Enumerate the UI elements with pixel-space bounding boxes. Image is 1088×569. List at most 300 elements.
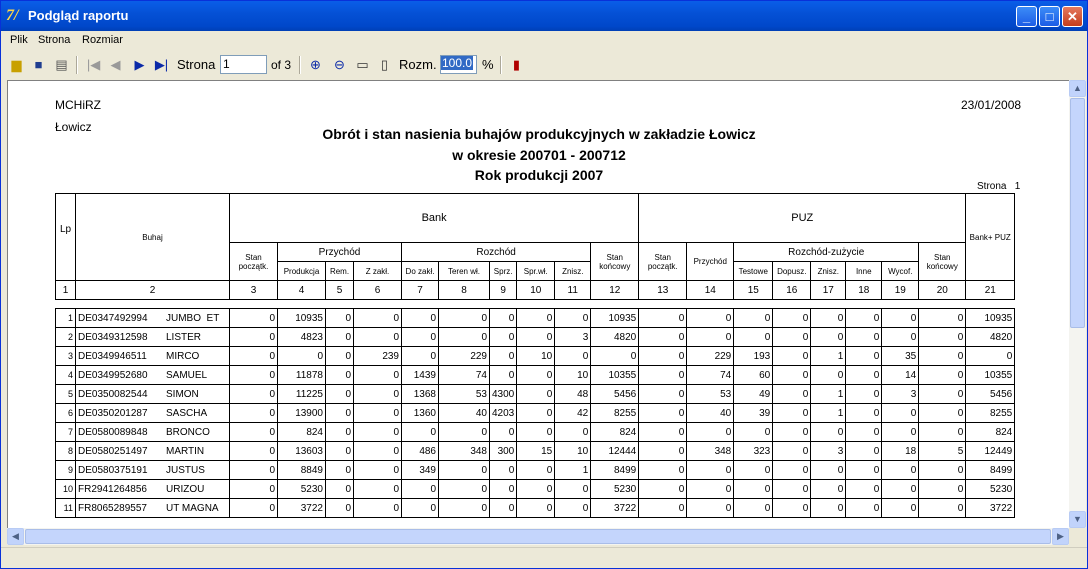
cell-value: 323 [734, 442, 773, 461]
cell-value: 229 [439, 347, 490, 366]
cell-value: 0 [734, 480, 773, 499]
cell-value: 13900 [278, 404, 326, 423]
horizontal-scrollbar[interactable] [7, 528, 1069, 545]
cell-value: 0 [919, 423, 966, 442]
header-bank-rozchod: Rozchód [402, 243, 591, 262]
cell-lp: 11 [56, 499, 76, 518]
header-znisz2: Znisz. [811, 262, 846, 281]
header-wycof: Wycof. [882, 262, 919, 281]
cell-value: 0 [490, 309, 517, 328]
cell-value: 0 [326, 442, 354, 461]
next-page-icon[interactable]: ▶ [134, 57, 145, 72]
cell-lp: 8 [56, 442, 76, 461]
cell-value: 0 [490, 480, 517, 499]
cell-value: 0 [966, 347, 1015, 366]
cell-lp: 3 [56, 347, 76, 366]
menu-strona[interactable]: Strona [38, 34, 71, 46]
column-number: 14 [687, 281, 734, 300]
cell-value: 0 [773, 442, 811, 461]
table-row [56, 480, 1015, 499]
report-period: w okresie 200701 - 200712 [452, 147, 626, 163]
cell-value: 0 [687, 461, 734, 480]
scroll-left-icon[interactable]: ◀ [7, 528, 24, 545]
cell-value: 0 [639, 480, 687, 499]
header-bank-przychod: Przychód [278, 243, 402, 262]
cell-value: 0 [230, 480, 278, 499]
cell-value: 0 [555, 499, 591, 518]
page-count: of 3 [271, 58, 292, 72]
cell-value: 0 [846, 385, 882, 404]
cell-value: 0 [811, 423, 846, 442]
zoom-in-icon[interactable]: ⊕ [310, 57, 321, 72]
column-number: 12 [591, 281, 639, 300]
header-sprwl: Spr.wł. [517, 262, 555, 281]
cell-value: 0 [490, 366, 517, 385]
toolbar [1, 52, 1087, 77]
cell-value: 0 [439, 309, 490, 328]
bull-name: SIMON [166, 388, 199, 400]
column-numbers-row [56, 281, 1015, 309]
cell-value: 0 [846, 480, 882, 499]
cell-value: 5 [919, 442, 966, 461]
cell-value: 229 [687, 347, 734, 366]
cell-value: 0 [811, 328, 846, 347]
cell-value: 0 [326, 347, 354, 366]
bull-name: LISTER [166, 331, 202, 343]
cell-value: 0 [811, 366, 846, 385]
fit-width-icon[interactable]: ▭ [356, 57, 369, 72]
cell-value: 8255 [591, 404, 639, 423]
table-row [56, 461, 1015, 480]
cell-value: 0 [402, 423, 439, 442]
app-icon: 7/ [6, 7, 19, 24]
bull-name: SASCHA [166, 407, 208, 419]
cell-value: 0 [517, 404, 555, 423]
header-produkcja: Produkcja [278, 262, 326, 281]
column-number: 4 [278, 281, 326, 300]
close-button[interactable]: ✕ [1062, 6, 1083, 27]
cell-value: 0 [639, 309, 687, 328]
cell-value: 4820 [591, 328, 639, 347]
cell-value: 10935 [966, 309, 1015, 328]
header-z-zakl: Z zakł. [354, 262, 402, 281]
cell-value: 53 [439, 385, 490, 404]
column-number: 8 [439, 281, 490, 300]
cell-value: 0 [734, 461, 773, 480]
header-rem: Rem. [326, 262, 354, 281]
column-number: 7 [402, 281, 439, 300]
cell-value: 8499 [966, 461, 1015, 480]
column-number: 2 [76, 281, 230, 300]
cell-value: 0 [354, 385, 402, 404]
toolbar-separator [76, 56, 78, 74]
horizontal-scroll-thumb[interactable] [25, 529, 1051, 544]
cell-value: 348 [687, 442, 734, 461]
header-bank-stan-pocz: Stan początk. [230, 243, 278, 281]
cell-value: 10935 [591, 309, 639, 328]
cell-value: 300 [490, 442, 517, 461]
cell-value: 1 [811, 404, 846, 423]
cell-value: 10355 [966, 366, 1015, 385]
cell-value: 348 [439, 442, 490, 461]
cell-value: 0 [639, 461, 687, 480]
cell-value: 1368 [402, 385, 439, 404]
cell-value: 0 [517, 480, 555, 499]
column-number: 10 [517, 281, 555, 300]
cell-value: 10 [555, 366, 591, 385]
cell-value: 8255 [966, 404, 1015, 423]
cell-value: 11878 [278, 366, 326, 385]
cell-value: 0 [811, 309, 846, 328]
report-year: Rok produkcji 2007 [474, 167, 604, 183]
cell-value: 824 [591, 423, 639, 442]
report-title: Obrót i stan nasienia buhajów produkcyjnych w zakładzie Łowicz [322, 126, 756, 142]
zoom-input[interactable] [440, 55, 477, 74]
cell-value: 0 [919, 347, 966, 366]
cell-value: 4820 [966, 328, 1015, 347]
column-number: 13 [639, 281, 687, 300]
cell-value: 0 [354, 461, 402, 480]
cell-value: 4203 [490, 404, 517, 423]
cell-value: 0 [278, 347, 326, 366]
cell-value: 8499 [591, 461, 639, 480]
cell-value: 0 [639, 423, 687, 442]
cell-value: 0 [734, 423, 773, 442]
header-inne: Inne [846, 262, 882, 281]
bull-name: URIZOU [166, 483, 205, 495]
cell-value: 15 [517, 442, 555, 461]
cell-value: 0 [517, 385, 555, 404]
cell-value: 0 [639, 404, 687, 423]
cell-value: 0 [687, 328, 734, 347]
table-row [56, 404, 1015, 423]
cell-value: 0 [555, 423, 591, 442]
cell-value: 0 [555, 347, 591, 366]
cell-value: 0 [846, 366, 882, 385]
cell-value: 3 [811, 442, 846, 461]
cell-value: 12449 [966, 442, 1015, 461]
cell-value: 3 [882, 385, 919, 404]
org-name: MCHiRZ [55, 98, 101, 112]
cell-value: 8849 [278, 461, 326, 480]
bull-name: UT MAGNA [166, 502, 219, 514]
cell-value: 0 [882, 404, 919, 423]
cell-value: 74 [687, 366, 734, 385]
cell-value: 1 [811, 385, 846, 404]
cell-value: 0 [846, 404, 882, 423]
place-name: Łowicz [55, 120, 92, 134]
cell-value: 0 [919, 366, 966, 385]
table-row [56, 366, 1015, 385]
first-page-icon[interactable]: |◀ [86, 57, 101, 72]
cell-value: 49 [734, 385, 773, 404]
cell-value: 486 [402, 442, 439, 461]
bull-id: DE0580089848 [78, 426, 148, 438]
cell-value: 0 [773, 423, 811, 442]
cell-value: 0 [326, 480, 354, 499]
cell-value: 0 [517, 423, 555, 442]
cell-value: 0 [734, 309, 773, 328]
header-bank: Bank [230, 194, 639, 243]
zoom-value: 100.0 [442, 56, 473, 70]
cell-value: 0 [230, 385, 278, 404]
report-body [56, 309, 1015, 518]
zoom-label: Rozm. [399, 57, 437, 72]
cell-value: 4823 [278, 328, 326, 347]
zoom-unit: % [482, 57, 494, 72]
cell-value: 42 [555, 404, 591, 423]
cell-value: 0 [230, 328, 278, 347]
vertical-scroll-thumb[interactable] [1070, 98, 1085, 328]
cell-value: 0 [402, 480, 439, 499]
cell-value: 0 [919, 404, 966, 423]
cell-value: 0 [555, 480, 591, 499]
cell-value: 0 [490, 461, 517, 480]
cell-value: 0 [439, 480, 490, 499]
page-number-label: Strona 1 [977, 181, 1021, 192]
cell-value: 0 [639, 385, 687, 404]
bull-id: DE0580375191 [78, 464, 148, 476]
cell-buhaj [76, 461, 230, 480]
cell-value: 0 [326, 385, 354, 404]
table-row [56, 423, 1015, 442]
cell-value: 0 [882, 480, 919, 499]
bull-id: FR8065289557 [78, 502, 147, 514]
cell-value: 0 [517, 309, 555, 328]
bull-id: DE0580251497 [78, 445, 148, 457]
cell-value: 0 [846, 347, 882, 366]
cell-value: 4300 [490, 385, 517, 404]
table-row [56, 309, 1015, 328]
table-row [56, 347, 1015, 366]
cell-value: 0 [773, 480, 811, 499]
cell-value: 40 [439, 404, 490, 423]
column-number: 20 [919, 281, 966, 300]
cell-value: 5456 [966, 385, 1015, 404]
last-page-icon[interactable]: ▶| [154, 57, 169, 72]
cell-value: 48 [555, 385, 591, 404]
cell-value: 0 [230, 499, 278, 518]
cell-value: 0 [517, 328, 555, 347]
cell-value: 0 [439, 461, 490, 480]
scroll-down-icon[interactable]: ▼ [1069, 511, 1086, 528]
cell-value: 0 [230, 404, 278, 423]
report-date: 23/01/2008 [961, 98, 1022, 112]
cell-value: 0 [919, 385, 966, 404]
column-number: 3 [230, 281, 278, 300]
column-number: 15 [734, 281, 773, 300]
cell-value: 14 [882, 366, 919, 385]
cell-value: 5456 [591, 385, 639, 404]
bull-id: DE0347492994 [78, 312, 148, 324]
cell-value: 13603 [278, 442, 326, 461]
cell-value: 0 [490, 347, 517, 366]
minimize-button[interactable]: _ [1016, 6, 1037, 27]
cell-value: 1 [811, 347, 846, 366]
cell-value: 0 [639, 328, 687, 347]
cell-value: 5230 [966, 480, 1015, 499]
cell-lp: 7 [56, 423, 76, 442]
cell-buhaj [76, 328, 230, 347]
cell-value: 0 [846, 461, 882, 480]
cell-value: 0 [919, 309, 966, 328]
cell-value: 10355 [591, 366, 639, 385]
cell-value: 0 [687, 480, 734, 499]
column-number: 6 [354, 281, 402, 300]
cell-value: 0 [230, 366, 278, 385]
cell-buhaj [76, 423, 230, 442]
cell-lp: 5 [56, 385, 76, 404]
column-number: 5 [326, 281, 354, 300]
cell-buhaj [76, 404, 230, 423]
cell-value: 0 [230, 347, 278, 366]
cell-value: 0 [773, 385, 811, 404]
column-number: 16 [773, 281, 811, 300]
cell-value: 60 [734, 366, 773, 385]
column-number: 11 [555, 281, 591, 300]
cell-value: 0 [919, 499, 966, 518]
cell-value: 0 [773, 404, 811, 423]
menu-plik[interactable]: Plik [10, 34, 28, 46]
cell-value: 349 [402, 461, 439, 480]
cell-lp: 9 [56, 461, 76, 480]
spacer-row [56, 300, 1015, 309]
cell-value: 0 [326, 499, 354, 518]
vertical-scrollbar[interactable] [1069, 80, 1086, 528]
cell-value: 0 [687, 309, 734, 328]
column-number: 1 [56, 281, 76, 300]
cell-value: 0 [490, 328, 517, 347]
cell-value: 0 [354, 442, 402, 461]
header-bank-puz: Bank+ PUZ [966, 194, 1015, 281]
cell-value: 0 [354, 423, 402, 442]
cell-value: 0 [846, 328, 882, 347]
cell-value: 0 [773, 499, 811, 518]
cell-value: 0 [354, 480, 402, 499]
cell-value: 0 [354, 328, 402, 347]
cell-value: 3 [555, 328, 591, 347]
table-row [56, 442, 1015, 461]
page-label: Strona [177, 57, 216, 72]
cell-value: 0 [639, 442, 687, 461]
cell-value: 0 [687, 423, 734, 442]
header-teren: Teren wł. [439, 262, 490, 281]
bull-id: DE0350201287 [78, 407, 148, 419]
cell-lp: 10 [56, 480, 76, 499]
cell-value: 0 [811, 499, 846, 518]
cell-value: 0 [919, 461, 966, 480]
zoom-out-icon[interactable]: ⊖ [334, 57, 345, 72]
cell-buhaj [76, 309, 230, 328]
cell-value: 35 [882, 347, 919, 366]
cell-buhaj [76, 442, 230, 461]
save-icon[interactable]: ■ [34, 57, 43, 72]
cell-value: 10 [555, 442, 591, 461]
maximize-button[interactable]: □ [1039, 6, 1060, 27]
cell-value: 53 [687, 385, 734, 404]
cell-value: 0 [846, 442, 882, 461]
cell-value: 193 [734, 347, 773, 366]
cell-value: 74 [439, 366, 490, 385]
cell-value: 0 [230, 423, 278, 442]
cell-value: 0 [811, 461, 846, 480]
table-row [56, 328, 1015, 347]
scroll-right-icon[interactable]: ▶ [1052, 528, 1069, 545]
prev-page-icon[interactable]: ◀ [110, 57, 121, 72]
cell-value: 0 [846, 309, 882, 328]
cell-value: 0 [490, 499, 517, 518]
exit-icon[interactable]: ▮ [512, 57, 521, 72]
cell-value: 0 [402, 309, 439, 328]
cell-value: 0 [439, 499, 490, 518]
toolbar-separator [500, 56, 502, 74]
cell-value: 0 [919, 328, 966, 347]
report-table [55, 193, 1015, 518]
cell-value: 0 [326, 404, 354, 423]
menu-bar [1, 31, 1087, 51]
header-bank-stan-konc: Stan końcowy [591, 243, 639, 281]
cell-value: 0 [230, 309, 278, 328]
fit-page-icon[interactable]: ▯ [380, 57, 389, 72]
header-testowe: Testowe [734, 262, 773, 281]
printer-icon[interactable]: ▤ [55, 57, 68, 72]
cell-value: 0 [773, 461, 811, 480]
cell-value: 0 [846, 423, 882, 442]
page-number-input[interactable]: 1 [220, 55, 267, 74]
cell-value: 0 [490, 423, 517, 442]
cell-value: 0 [517, 499, 555, 518]
cell-buhaj [76, 366, 230, 385]
column-number: 18 [846, 281, 882, 300]
cell-value: 0 [773, 309, 811, 328]
open-folder-icon[interactable]: ▆ [11, 57, 22, 72]
cell-value: 0 [811, 480, 846, 499]
cell-value: 0 [439, 328, 490, 347]
cell-value: 0 [882, 309, 919, 328]
cell-value: 239 [354, 347, 402, 366]
header-puz-przychod: Przychód [687, 243, 734, 281]
menu-rozmiar[interactable]: Rozmiar [82, 34, 123, 46]
cell-lp: 2 [56, 328, 76, 347]
cell-value: 0 [402, 328, 439, 347]
cell-value: 0 [773, 328, 811, 347]
cell-value: 0 [326, 366, 354, 385]
cell-value: 0 [230, 442, 278, 461]
scroll-up-icon[interactable]: ▲ [1069, 80, 1086, 97]
cell-value: 0 [326, 328, 354, 347]
cell-value: 0 [846, 499, 882, 518]
cell-value: 824 [966, 423, 1015, 442]
cell-value: 0 [439, 423, 490, 442]
cell-value: 18 [882, 442, 919, 461]
cell-value: 11225 [278, 385, 326, 404]
cell-value: 5230 [278, 480, 326, 499]
cell-value: 3722 [278, 499, 326, 518]
cell-value: 12444 [591, 442, 639, 461]
cell-value: 0 [919, 480, 966, 499]
bull-name: MIRCO [166, 350, 200, 362]
cell-value: 0 [354, 499, 402, 518]
title-bar[interactable] [1, 1, 1087, 31]
cell-value: 0 [326, 309, 354, 328]
cell-value: 1439 [402, 366, 439, 385]
column-number: 21 [966, 281, 1015, 300]
bull-name: MARTIN [166, 445, 205, 457]
cell-lp: 1 [56, 309, 76, 328]
bull-id: DE0349952680 [78, 369, 148, 381]
cell-value: 3722 [591, 499, 639, 518]
header-puz-stan-pocz: Stan początk. [639, 243, 687, 281]
